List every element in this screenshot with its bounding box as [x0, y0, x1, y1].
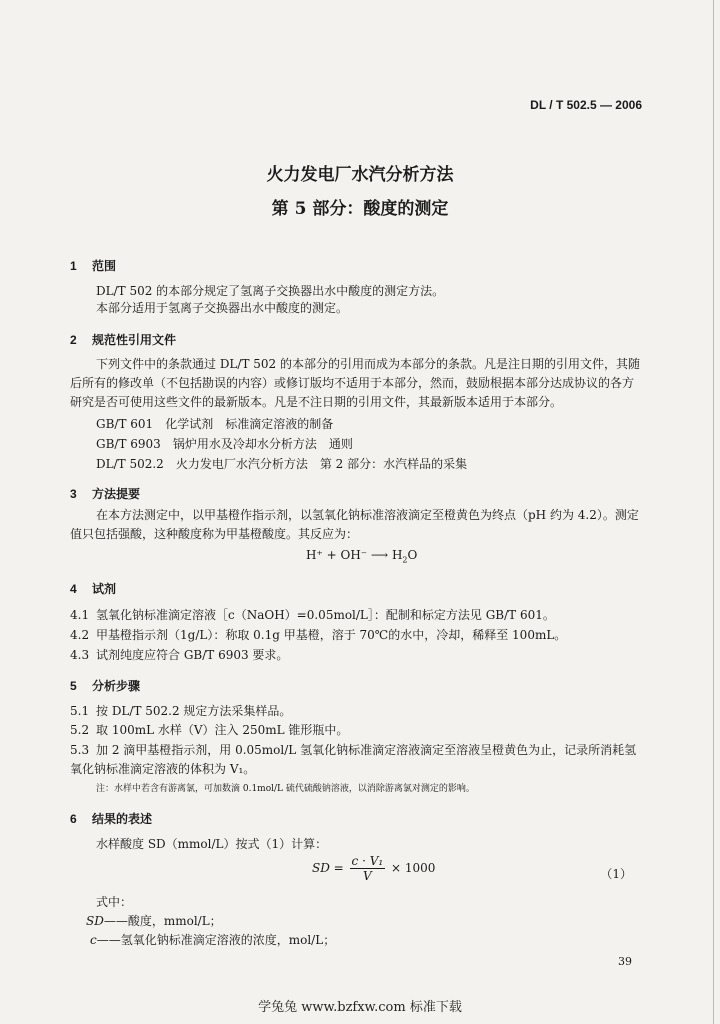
- where-label: 式中：: [96, 895, 133, 909]
- page-edge: [713, 0, 714, 1024]
- s1-para-2: 本部分适用于氢离子交换器出水中酸度的测定。: [96, 301, 349, 315]
- section-2-heading: 2 规范性引用文件: [70, 333, 177, 347]
- doc-title: 火力发电厂水汽分析方法: [266, 165, 454, 185]
- s5-item: 5.2 取 100mL 水样（V）注入 250mL 锥形瓶中。: [70, 723, 349, 737]
- ref-item: DL/T 502.2 火力发电厂水汽分析方法 第 2 部分：水汽样品的采集: [96, 457, 468, 471]
- s5-item: 5.1 按 DL/T 502.2 规定方法采集样品。: [70, 704, 292, 718]
- def-item: c——氢氧化钠标准滴定溶液的浓度，mol/L；: [90, 933, 336, 947]
- s4-item: 4.1 氢氧化钠标准滴定溶液［c（NaOH）=0.05mol/L］：配制和标定方法见 GB/T 601。: [70, 608, 555, 622]
- formula-number: （1）: [600, 867, 632, 881]
- s1-para-1: DL/T 502 的本部分规定了氢离子交换器出水中酸度的测定方法。: [96, 284, 445, 298]
- section-1-heading: 1 范围: [70, 259, 117, 273]
- formula-fraction: $\frac{\text{c · V₁}}{V}$: [351, 854, 384, 883]
- s3-para-1: 在本方法测定中，以甲基橙作指示剂，以氢氧化钠标准溶液滴定至橙黄色为终点（pH 约为 4.2）。测定值只包括强酸，这种酸度称为甲基橙酸度。其反应为：: [70, 508, 639, 541]
- s2-para-1: 下列文件中的条款通过 DL/T 502 的本部分的引用而成为本部分的条款。凡是注日期的引用文件，其随后所有的修改单（不包括勘误的内容）或修订版均不适用于本部分，然而，鼓励根据本部分达成协议的各方研究是否可使用这些文件的最新版本。凡是不注日期的引用文件，其最新版本适用于本部分。: [70, 357, 640, 409]
- reaction-equation: H⁺ + OH⁻ ⟶ $H_2O$: [306, 548, 418, 565]
- section-3-heading: 3 方法提要: [70, 487, 141, 501]
- ref-item: GB/T 6903 锅炉用水及冷却水分析方法 通则: [96, 437, 353, 451]
- standard-number: DL / T 502.5 — 2006: [530, 98, 642, 112]
- formula-1: SD = $\frac{\text{c · V₁}}{V}$ × 1000: [312, 854, 436, 883]
- s6-intro: 水样酸度 SD（mmol/L）按式（1）计算：: [96, 837, 328, 851]
- watermark-footer: 学兔兔 www.bzfxw.com 标准下载: [258, 1000, 462, 1015]
- section-6-heading: 6 结果的表述: [70, 812, 153, 826]
- section-4-heading: 4 试剂: [70, 582, 117, 596]
- s4-item: 4.2 甲基橙指示剂（1g/L）：称取 0.1g 甲基橙，溶于 70℃的水中，冷却，稀释至 100mL。: [70, 628, 567, 642]
- s4-item: 4.3 试剂纯度应符合 GB/T 6903 要求。: [70, 648, 289, 662]
- s5-item: 5.3 加 2 滴甲基橙指示剂，用 0.05mol/L 氢氧化钠标准滴定溶液滴定至溶液呈橙黄色为止，记录所消耗氢氧化钠标准滴定溶液的体积为 V₁。: [70, 743, 637, 776]
- ref-item: GB/T 601 化学试剂 标准滴定溶液的制备: [96, 417, 334, 431]
- doc-subtitle: 第 5 部分：酸度的测定: [271, 199, 449, 219]
- s5-note: 注：水样中若含有游离氯，可加数滴 0.1mol/L 硫代硫酸钠溶液，以消除游离氯对测定的影响。: [96, 784, 475, 794]
- page-number: 39: [618, 955, 632, 968]
- section-5-heading: 5 分析步骤: [70, 679, 141, 693]
- def-item: SD——酸度，mmol/L；: [86, 914, 222, 928]
